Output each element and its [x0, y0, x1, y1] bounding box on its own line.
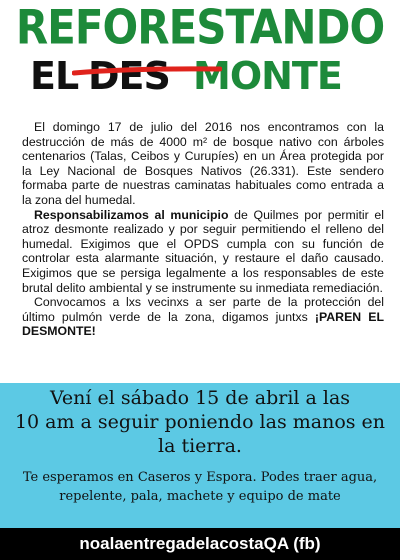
paragraph-3-text: Convocamos a lxs vecinxs a ser parte de la protección del último pulmón verde de la zona, digamos juntxs	[22, 295, 384, 324]
event-line-3: la tierra.	[158, 435, 242, 457]
paragraph-3-bold: ¡PAREN EL DESMONTE!	[22, 309, 384, 339]
footer-bar	[0, 528, 400, 560]
title-word-monte: MONTE	[193, 54, 342, 98]
title-word-el: EL	[30, 54, 79, 98]
event-line-2: 10 am a seguir poniendo las manos en	[14, 411, 386, 433]
statement-body	[22, 120, 384, 339]
paragraph-2	[22, 208, 384, 296]
paragraph-2-text: de Quilmes por permitir el atroz desmonte realizado y por seguir permitiendo el relleno del humedal. Exigimos que el OPDS cumpla con su función de controlar esta alarmante situación, y restaure el daño causado. Exigimos que se persiga legalmente a los responsables de este brutal delito ambiental y se instrumente su inmediata remediación.	[22, 207, 384, 295]
paragraph-3	[22, 295, 384, 339]
event-line-1: Vení el sábado 15 de abril a las	[49, 387, 351, 409]
event-details: Te esperamos en Caseros y Espora. Podes traer agua, repelente, pala, machete y equipo de mate	[22, 470, 378, 504]
poster-title-reforestando: REFORESTANDO	[15, 0, 385, 55]
event-headline	[0, 386, 400, 458]
social-handle: noalaentregadelacostaQA (fb)	[79, 534, 321, 553]
red-strikethrough	[72, 66, 222, 76]
paragraph-2-bold: Responsabilizamos al municipio	[34, 207, 229, 222]
poster-title-el-desmonte	[0, 50, 400, 106]
title-word-des: DES	[88, 54, 170, 98]
paragraph-1: El domingo 17 de julio del 2016 nos encontramos con la destrucción de más de 4000 m² de bosque nativo con árboles centenarios (Talas, Ceibos y Curupíes) en un Área protegida por la Ley Nacional de Bosques Nativos (26.331). Este sendero formaba parte de nuestras caminatas habituales como entrada a la zona del humedal.	[22, 120, 384, 207]
